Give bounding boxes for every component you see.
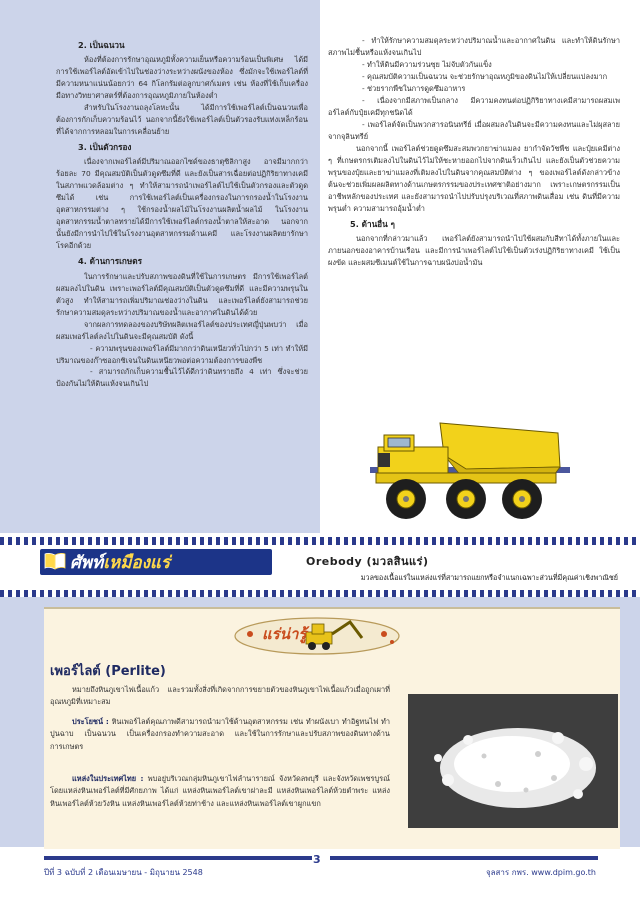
right-paragraph: นอกจากนี้ เพอร์ไลต์ช่วยดูดซึมสะสมพวกยาฆ่าแมลง ยากำจัดวัชพืช และปุ๋ยเคมีต่าง ๆ ที่เกษตรกรเติมลงไปในดินไว้ไม่ให้ชะหายออกไปจากดินเร็วเกินไป และยังเป็นตัวช่วยความพรุนของปุ๋ยและยาฆ่าแมลงที่เติมลงไปในดินจากคุณสมบัติต่าง ๆ ของเพอร์ไลต์ดังกล่าวข้างต้นจะช่วยเพิ่มผลผลิตทางด้านเกษตรกรรมของประเทศชาติอย่างมาก เพราะเกษตรกรรมเป็นอาชีพหลักของประเทศ และยังสามารถนำไปปรับปรุงบริเวณที่สภาพดินเสื่อม เช่น ดินที่มีความพรุนต่ำ ความสามารถอุ้มน้ำต่ำ	[328, 143, 620, 213]
issue-info: ปีที่ 3 ฉบับที่ 2 เดือนเมษายน - มิถุนายน 2548	[44, 868, 203, 877]
glossary-strip	[0, 545, 640, 590]
sources-label: แหล่งในประเทศไทย :	[72, 774, 144, 783]
mineral-badge	[232, 612, 402, 656]
dashed-divider-top	[0, 537, 640, 545]
left-column	[0, 28, 320, 533]
glossary-logo-part2: เหมืองแร่	[103, 553, 171, 573]
agriculture-bullet-2: - สามารถกักเก็บความชื้นไว้ได้ดีกว่าดินทรายถึง 4 เท่า ซึ่งจะช่วยป้องกันไม่ให้ดินแห้งจนเกินไป	[56, 367, 308, 389]
insulation-paragraph-2: สำหรับในโรงงานถลุงโลหะนั้น ได้มีการใช้เพอร์ไลต์เป็นฉนวนเพื่อต้องการกักเก็บความร้อนไว้ นอกจากนี้ยังใช้เพอร์ไลต์เป็นตัวรองรับแท่งเหล็กร้อนที่ได้จากการหลอมในการเคลื่อนย้าย	[56, 103, 308, 137]
right-bullet-1: - ทำให้รักษาความสมดุลระหว่างปริมาณน้ำและอากาศในดิน และทำให้ดินรักษาสภาพไม่ชื้นหรือแห้งจนเกินไป	[328, 36, 620, 57]
agriculture-paragraph-1: ในการรักษาและปรับสภาพของดินที่ใช้ในการเกษตร มีการใช้เพอร์ไลต์ผสมลงไปในดิน เพราะเพอร์ไลต์มีคุณสมบัติเป็นตัวดูดซึมที่ดี และมีความพรุนในตัวสูง ทำให้สามารถเพิ่มปริมาณช่องว่างในดิน และเพอร์ไลต์ยังสามารถช่วยรักษาความสมดุลระหว่างปริมาณของน้ำและอากาศในดินได้ด้วย	[56, 271, 308, 317]
perlite-sample-photo	[408, 694, 618, 828]
footer-rule-left	[44, 856, 312, 860]
glossary-term: Orebody (มวลสินแร่)	[306, 555, 429, 568]
others-paragraph: นอกจากที่กล่าวมาแล้ว เพอร์ไลต์ยังสามารถนำไปใช้ผสมกับสีทาได้ทั้งภายในและภายนอกของอาคารบ้านเรือน และมีการนำเพอร์ไลต์ไปใช้เป็นตัวเร่งปฏิกิริยาทางเคมี ใช้เป็นผงขัด และผสมซีเมนต์ใช้ในการฉาบผนังบ่อน้ำมัน	[328, 234, 620, 268]
perlite-title: เพอร์ไลต์ (Perlite)	[50, 664, 166, 679]
right-bullet-3: - คุณสมบัติความเป็นฉนวน จะช่วยรักษาอุณหภูมิของดินไม่ให้เปลี่ยนแปลงมาก	[362, 71, 608, 81]
perlite-intro: หมายถึงหินภูเขาไฟเนื้อแก้ว และรวมทั้งสิ่งที่เกิดจากการขยายตัวของหินภูเขาไฟเนื้อแก้วเมื่อถูกเผาที่อุณหภูมิที่เหมาะสม	[50, 685, 390, 707]
uses-label: ประโยชน์ :	[72, 717, 109, 726]
right-bullet-6: - เพอร์ไลต์จัดเป็นพวกสารอนินทรีย์ เมื่อผสมลงในดินจะมีความคงทนและไม่ผุสลายจากจุลินทรีย์	[328, 119, 620, 141]
footer-rule-right	[330, 856, 598, 860]
right-bullet-2: - ทำให้ดินมีความร่วนซุย ไม่จับตัวกันแข็ง	[362, 59, 492, 69]
agriculture-paragraph-2: จากผลการทดลองของบริษัทผลิตเพอร์ไลต์ของประเทศญี่ปุ่นพบว่า เมื่อผสมเพอร์ไลต์ลงไปในดินจะมีคุณสมบัติ ดังนี้	[56, 319, 308, 341]
right-bullet-4: - ช่วยรากพืชในการดูดซึมอาหาร	[362, 83, 466, 93]
open-book-icon	[44, 552, 66, 570]
section-heading-insulation: 2. เป็นฉนวน	[78, 40, 125, 50]
page-number: 3	[313, 853, 321, 866]
journal-info: จุลสาร กพร. www.dpim.go.th	[485, 868, 596, 877]
insulation-paragraph-1: ห้องที่ต้องการรักษาอุณหภูมิทั้งความเย็นหรือความร้อนเป็นพิเศษ ได้มีการใช้เพอร์ไลต์อัดเข้าไปในช่องว่างระหว่างผนังของห้อง ซึ่งมักจะใช้เพอร์ไลต์ที่มีความหนาแน่นน้อยกว่า 64 กิโลกรัมต่อลูกบาศก์เมตร เช่น ห้องที่ใช้เก็บเครื่องมือทางวิทยาศาสตร์ที่ต้องการอุณหภูมิภายในห้องต่ำ	[56, 55, 308, 101]
glossary-definition: มวลของเนื้อแร่ในแหล่งแร่ที่สามารถแยกหรือจำแนกเฉพาะส่วนที่มีคุณค่าเชิงพาณิชย์	[360, 573, 618, 582]
mining-truck-illustration	[370, 405, 570, 523]
page-footer	[0, 850, 640, 906]
filter-paragraph: เนื่องจากเพอร์ไลต์มีปริมาณออกไซด์ของธาตุซิลิกาสูง อาจมีมากกว่าร้อยละ 70 มีคุณสมบัติเป็นตัวดูดซึมที่ดี และยังเป็นสารเฉื่อยต่อปฏิกิริยาทางเคมีในสภาพแวดล้อมต่าง ๆ ทำให้สามารถนำเพอร์ไลต์ไปใช้เป็นตัวกรองและตัวดูดซึมได้ เช่น การใช้เพอร์ไลต์เป็นเครื่องกรองในการกรองน้ำในโรงงานอุตสาหกรรมต่าง ๆ ใช้กรองน้ำผลไม้ในโรงงานผลิตน้ำผลไม้ ในโรงงานอุตสาหกรรมน้ำตาลทรายได้มีการใช้เพอร์ไลต์กรองน้ำตาลให้สะอาด นอกจากนั้นยังมีการนำไปใช้ในโรงงานอุตสาหกรรมด้านเคมี และโรงงานผลิตยารักษาโรคอีกด้วย	[56, 157, 308, 251]
perlite-sources	[50, 773, 390, 810]
agriculture-bullet-1: - ความพรุนของเพอร์ไลต์มีมากกว่าดินเหนียวทั่วไปกว่า 5 เท่า ทำให้มีปริมาณของก๊าซออกซิเจนในดินเหนียวพอต่อความต้องการของพืช	[56, 343, 308, 365]
top-band-right	[320, 0, 640, 28]
sources-text: พบอยู่บริเวณกลุ่มหินภูเขาไฟลำนารายณ์ จังหวัดลพบุรี และจังหวัดเพชรบูรณ์ โดยแหล่งหินเพอร์ไลต์ที่มีศักยภาพ ได้แก่ แหล่งหินเพอร์ไลต์เขาฝาละมี แหล่งหินเพอร์ไลต์ห้วยตำพระ แหล่งหินเพอร์ไลต์ห้วยวังหิน แหล่งหินเพอร์ไลต์ห้วยท่าช้าง และแหล่งหินเพอร์ไลต์เขาผูกแขก	[50, 774, 390, 808]
badge-label: แร่น่ารู้	[262, 625, 307, 643]
top-band-left	[0, 0, 320, 28]
right-bullet-5: - เนื่องจากมีสภาพเป็นกลาง มีความคงทนต่อปฏิกิริยาทางเคมีสามารถผสมเพอร์ไลต์กับปุ๋ยเคมีทุกชนิดได้	[328, 95, 620, 117]
section-heading-agriculture: 4. ด้านการเกษตร	[78, 256, 142, 267]
uses-text: หินเพอร์ไลต์คุณภาพดีสามารถนำมาใช้ด้านอุตสาหกรรม เช่น ทำผนังเบา ทำอิฐทนไฟ ทำปูนฉาบ เป็นฉนวน เป็นเครื่องกรองทำความสะอาด และใช้ในการรักษาและปรับสภาพของดินทางด้านการเกษตร	[50, 717, 391, 751]
section-heading-filter: 3. เป็นตัวกรอง	[78, 142, 132, 153]
perlite-uses	[50, 716, 390, 753]
glossary-logo-text	[70, 549, 170, 576]
section-heading-others: 5. ด้านอื่น ๆ	[350, 218, 395, 229]
glossary-logo-part1: ศัพท์	[70, 553, 104, 573]
